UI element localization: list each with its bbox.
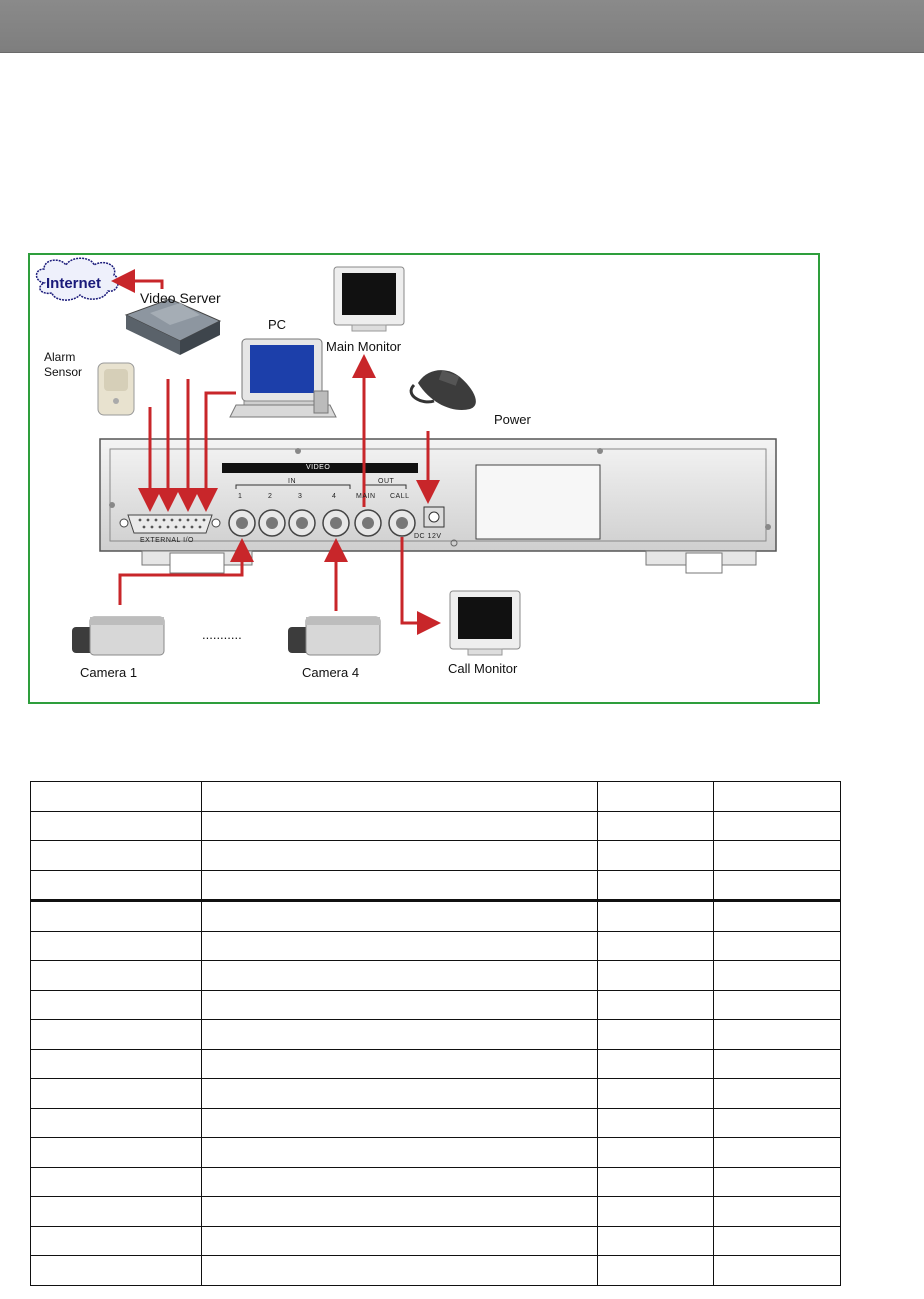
alarm-sensor-label-line1: Alarm xyxy=(44,350,76,364)
table-cell xyxy=(202,841,598,871)
table-row xyxy=(31,841,841,871)
table-cell xyxy=(202,1079,598,1109)
table-row xyxy=(31,1049,841,1079)
camera-4-label: Camera 4 xyxy=(302,665,360,680)
table-cell xyxy=(714,961,841,991)
table-cell xyxy=(598,961,714,991)
table-cell xyxy=(714,901,841,932)
table-cell xyxy=(202,1197,598,1227)
panel-in-3-label: 3 xyxy=(298,493,303,500)
table-cell xyxy=(598,841,714,871)
table-cell xyxy=(714,841,841,871)
table-cell xyxy=(202,1226,598,1256)
table-cell xyxy=(598,1108,714,1138)
table-cell xyxy=(598,901,714,932)
panel-main-label: MAIN xyxy=(356,493,376,500)
panel-in-1-label: 1 xyxy=(238,493,243,500)
dots-label: ........... xyxy=(202,627,242,642)
table-cell xyxy=(202,811,598,841)
table-cell xyxy=(31,1049,202,1079)
page-header-bar xyxy=(0,0,924,53)
table-row xyxy=(31,1167,841,1197)
table-cell xyxy=(714,1079,841,1109)
table-cell xyxy=(714,1167,841,1197)
table-cell xyxy=(598,1079,714,1109)
table-cell xyxy=(31,1167,202,1197)
power-adapter-icon xyxy=(411,370,476,410)
table-cell xyxy=(714,1256,841,1286)
internet-label: Internet xyxy=(46,275,102,292)
table-cell xyxy=(202,990,598,1020)
table-cell xyxy=(598,1197,714,1227)
table-cell xyxy=(714,782,841,812)
panel-out-label: OUT xyxy=(378,478,395,485)
table-cell xyxy=(714,870,841,901)
table-cell xyxy=(598,811,714,841)
table-row xyxy=(31,901,841,932)
table-cell xyxy=(714,811,841,841)
table-cell xyxy=(31,1256,202,1286)
table-cell xyxy=(714,1138,841,1168)
table-cell xyxy=(31,782,202,812)
main-monitor-label: Main Monitor xyxy=(326,339,402,354)
table-row xyxy=(31,990,841,1020)
table-cell xyxy=(31,1108,202,1138)
table-cell xyxy=(202,901,598,932)
table-cell xyxy=(714,990,841,1020)
table-cell xyxy=(31,1079,202,1109)
table-cell xyxy=(202,1256,598,1286)
table-row xyxy=(31,1108,841,1138)
table-cell xyxy=(598,782,714,812)
table-row xyxy=(31,1020,841,1050)
spec-table xyxy=(30,781,841,1286)
connection-diagram xyxy=(28,253,820,704)
table-cell xyxy=(598,1049,714,1079)
table-cell xyxy=(598,990,714,1020)
camera-1-label: Camera 1 xyxy=(80,665,138,680)
table-cell xyxy=(202,782,598,812)
table-cell xyxy=(202,870,598,901)
table-cell xyxy=(31,961,202,991)
table-cell xyxy=(31,1020,202,1050)
table-row xyxy=(31,1197,841,1227)
table-cell xyxy=(202,1138,598,1168)
table-row xyxy=(31,1226,841,1256)
table-row xyxy=(31,1256,841,1286)
call-monitor-icon xyxy=(450,591,520,655)
camera-1-icon xyxy=(72,617,164,655)
table-cell xyxy=(202,1108,598,1138)
video-server-label: Video Server xyxy=(140,290,221,306)
table-cell xyxy=(31,841,202,871)
panel-dc-label: DC 12V xyxy=(414,533,442,540)
table-cell xyxy=(202,1167,598,1197)
table-cell xyxy=(714,1197,841,1227)
table-cell xyxy=(202,931,598,961)
table-row xyxy=(31,1079,841,1109)
table-cell xyxy=(31,1138,202,1168)
table-row xyxy=(31,931,841,961)
table-cell xyxy=(598,870,714,901)
table-cell xyxy=(202,1049,598,1079)
alarm-sensor-label-line2: Sensor xyxy=(44,365,83,379)
table-cell xyxy=(598,1020,714,1050)
table-cell xyxy=(598,1167,714,1197)
table-cell xyxy=(31,1197,202,1227)
main-monitor-icon xyxy=(334,267,404,331)
table-cell xyxy=(714,1108,841,1138)
table-cell xyxy=(598,1226,714,1256)
table-cell xyxy=(714,931,841,961)
panel-external-io-label: EXTERNAL I/O xyxy=(140,537,194,544)
table-row xyxy=(31,870,841,901)
camera-4-icon xyxy=(288,617,380,655)
table-cell xyxy=(714,1049,841,1079)
table-cell xyxy=(598,1138,714,1168)
panel-video-label: VIDEO xyxy=(306,464,331,471)
panel-in-2-label: 2 xyxy=(268,493,273,500)
table-cell xyxy=(31,870,202,901)
table-cell xyxy=(714,1226,841,1256)
panel-in-4-label: 4 xyxy=(332,493,337,500)
table-cell xyxy=(202,1020,598,1050)
panel-in-label: IN xyxy=(288,478,296,485)
table-cell xyxy=(31,811,202,841)
table-cell xyxy=(31,901,202,932)
table-cell xyxy=(598,931,714,961)
pc-icon xyxy=(230,339,336,417)
table-row xyxy=(31,961,841,991)
dvr-rear-panel xyxy=(100,439,776,573)
table-row xyxy=(31,1138,841,1168)
table-cell xyxy=(31,990,202,1020)
video-server-icon xyxy=(126,299,220,355)
table-row xyxy=(31,782,841,812)
table-row xyxy=(31,811,841,841)
table-cell xyxy=(598,1256,714,1286)
table-cell xyxy=(31,931,202,961)
table-cell xyxy=(714,1020,841,1050)
table-cell xyxy=(31,1226,202,1256)
alarm-sensor-icon xyxy=(98,363,134,415)
panel-call-label: CALL xyxy=(390,493,410,500)
pc-label: PC xyxy=(268,317,287,332)
power-label: Power xyxy=(494,412,531,427)
table-cell xyxy=(202,961,598,991)
diagram-graphics xyxy=(30,255,818,702)
call-monitor-label: Call Monitor xyxy=(448,661,518,676)
